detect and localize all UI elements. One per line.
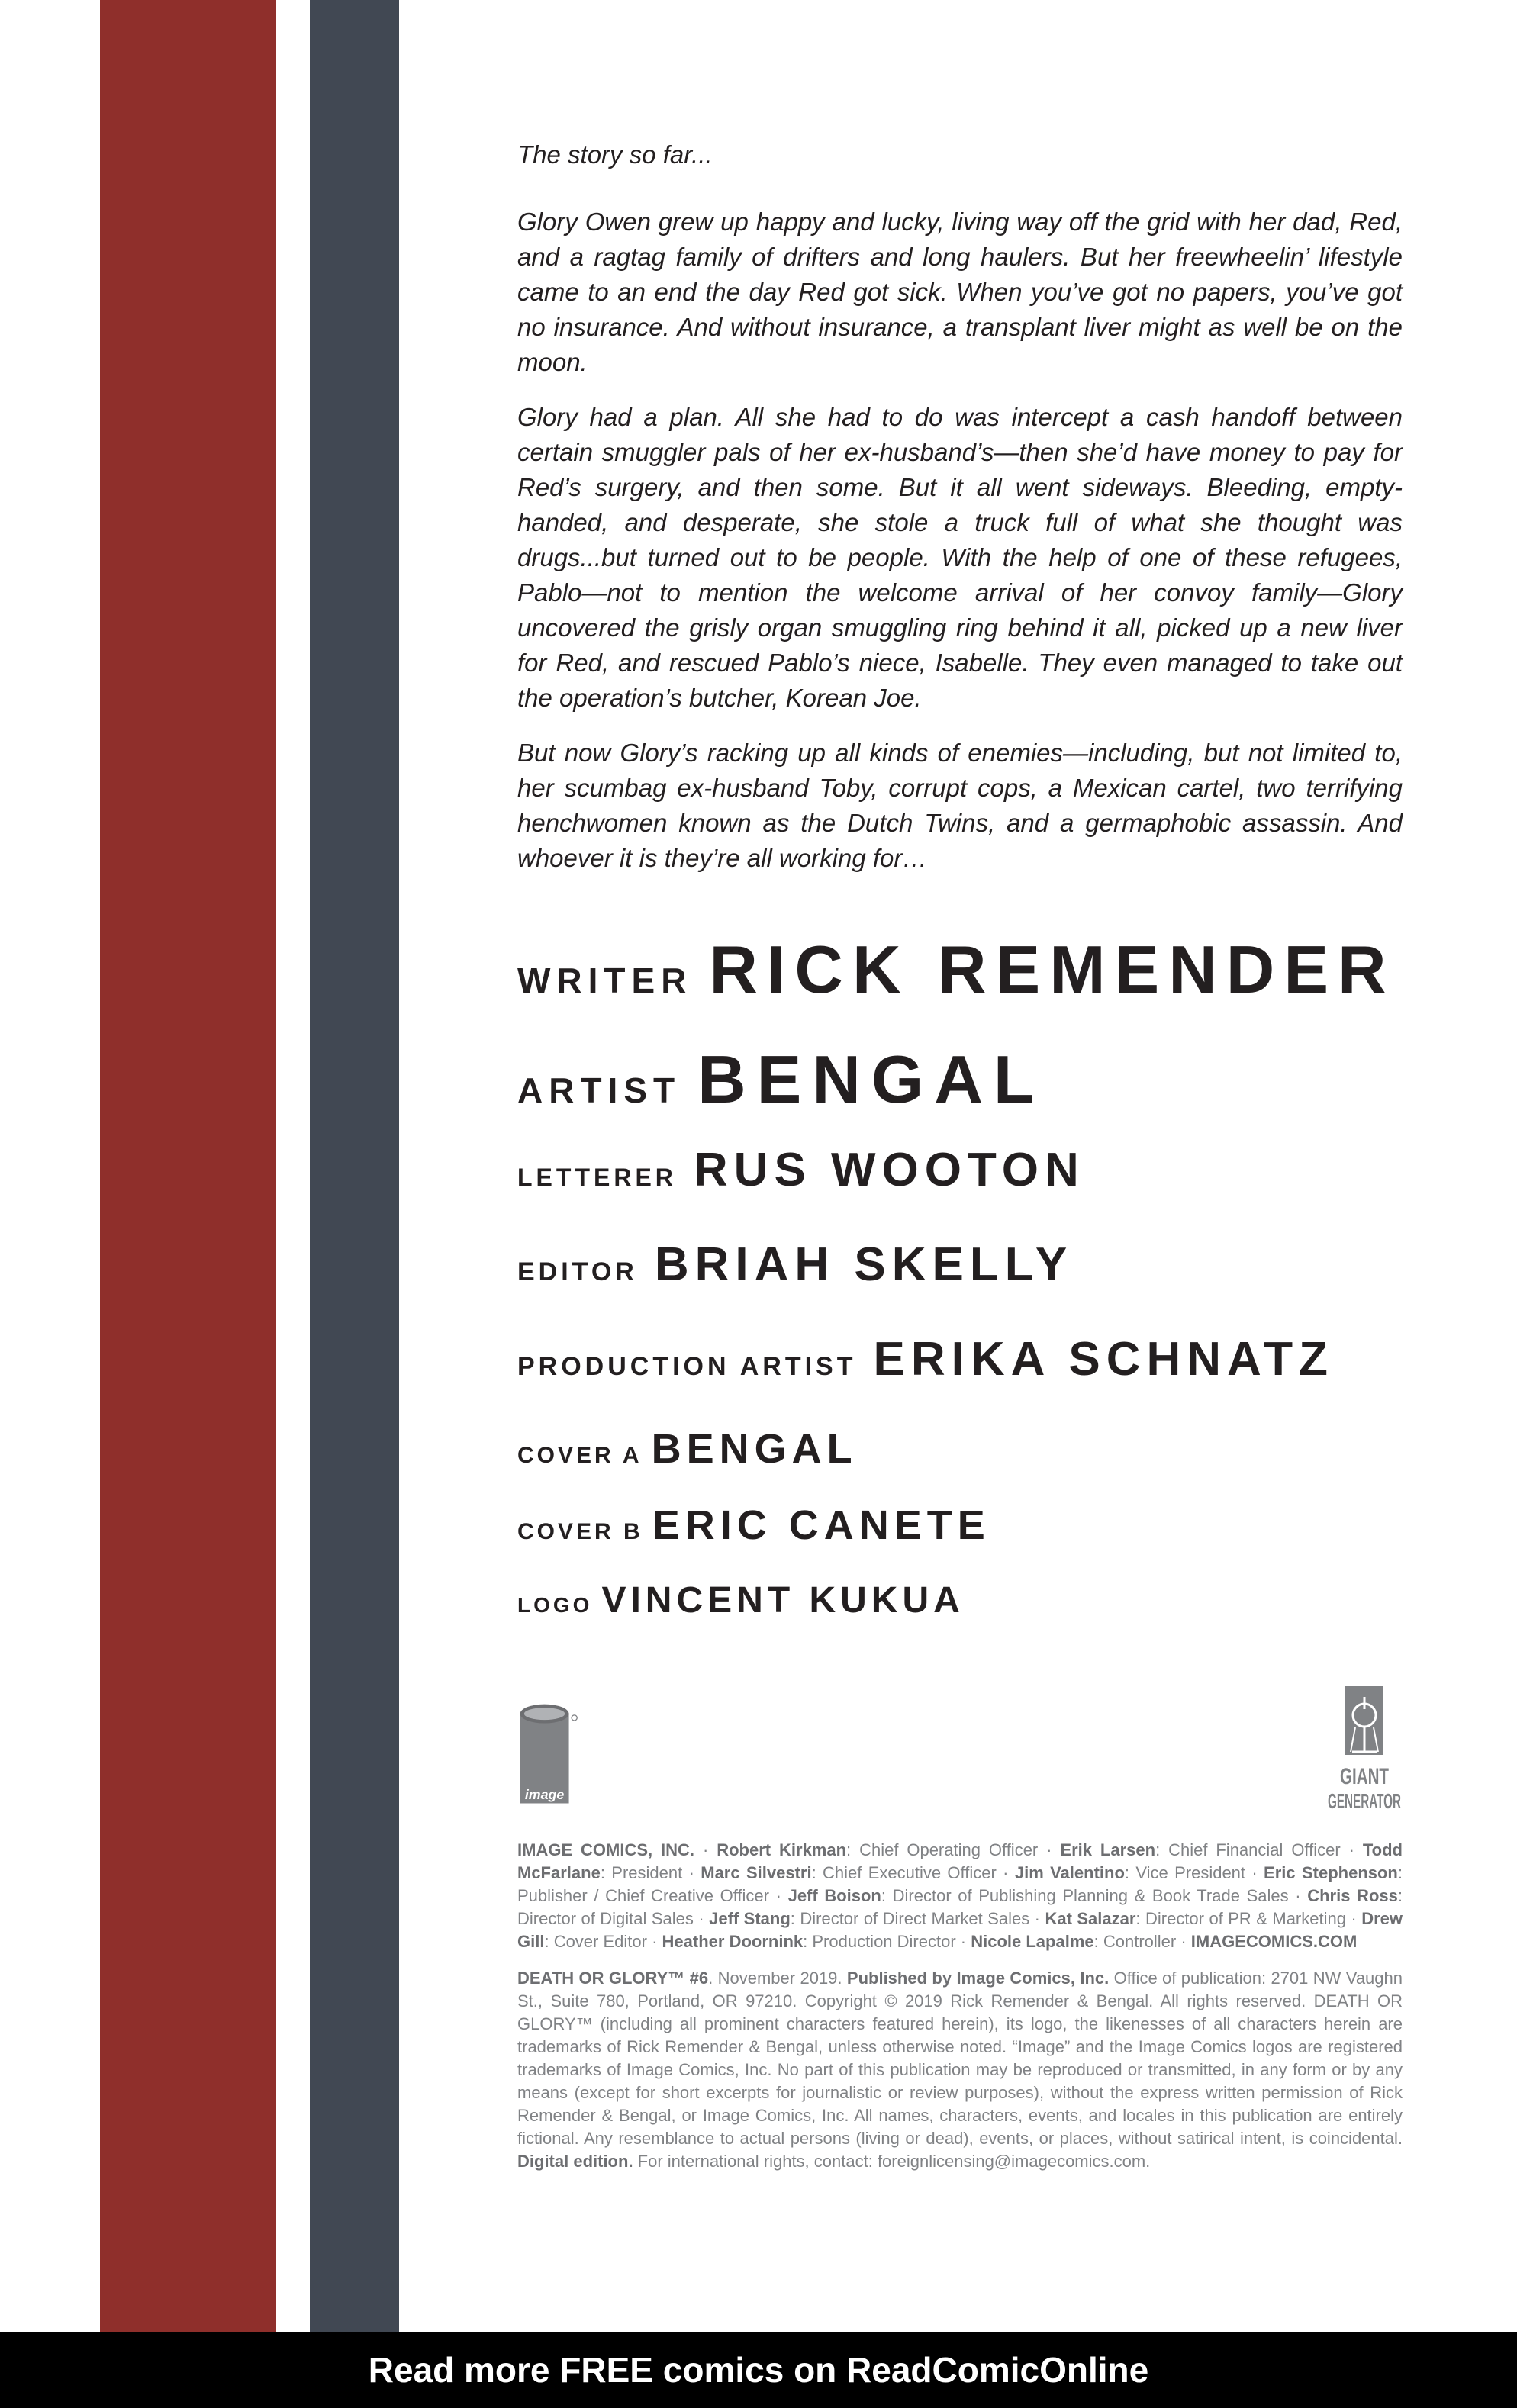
staff-title: Director of Publishing Planning & Book Trade Sales [892, 1886, 1289, 1905]
credit-name: ERIC CANETE [652, 1502, 990, 1548]
story-paragraph: Glory Owen grew up happy and lucky, living way off the grid with her dad, Red, and a ragtag family of drifters and long haulers. But her freewheelin’ lifestyle came to an end the day Red got sick. When you’ve got no papers, you’ve got no insurance. And without insurance, a transplant liver might as well be on the moon. [517, 208, 1403, 376]
staff-title: Chief Executive Officer [823, 1863, 997, 1882]
story-recap [517, 137, 1403, 876]
staff-name: Eric Stephenson [1264, 1863, 1398, 1882]
credit-role: LOGO [517, 1593, 593, 1617]
giant-logo-line1: GIANT [1340, 1764, 1389, 1789]
credit-artist [517, 1041, 1403, 1143]
staff-name: Jim Valentino [1014, 1863, 1125, 1882]
staff-title: Publisher / Chief Creative Officer [517, 1886, 769, 1905]
legal-title: DEATH OR GLORY™ #6 [517, 1969, 709, 1988]
slate-stripe [310, 0, 399, 2332]
staff-name: Jeff Stang [709, 1909, 791, 1928]
credit-role: COVER B [517, 1519, 643, 1544]
staff-title: Director of Digital Sales [517, 1909, 694, 1928]
staff-name: Kat Salazar [1045, 1909, 1136, 1928]
credit-name: BENGAL [697, 1041, 1045, 1117]
staff-name: Jeff Boison [787, 1886, 881, 1905]
legal-digital: Digital edition. [517, 2152, 633, 2171]
staff-title: Director of Direct Market Sales [800, 1909, 1030, 1928]
giant-logo-line2: GENERATOR [1328, 1789, 1401, 1813]
credit-production-artist [517, 1332, 1403, 1425]
staff-name: IMAGECOMICS.COM [1190, 1932, 1358, 1951]
credit-name: ERIKA SCHNATZ [873, 1333, 1334, 1386]
staff-list: IMAGE COMICS, INC. · Robert Kirkman: Chief Operating Officer · Erik Larsen: Chief Financial Officer · Todd McFarlane: President · Marc Silvestri: Chief Executive Officer · Jim Valentino: Vice President · Eric Stephenson: Publisher / Chief Creative Officer · Jeff Boison: Director of Publishing Planning & Book Trade Sales · Chris Ross: Director of Digital Sales · Jeff Stang: Director of Direct Market Sales · Kat Salazar: Director of PR & Marketing · Drew Gill: Cover Editor · Heather Doornink: Production Director · Nicole Lapalme: Controller · IMAGECOMICS.COM [517, 1840, 1403, 1951]
staff-title: Director of PR & Marketing [1145, 1909, 1346, 1928]
staff-title: President [611, 1863, 683, 1882]
credit-logo [517, 1579, 1403, 1656]
page-content [517, 137, 1403, 2187]
credit-role: EDITOR [517, 1257, 638, 1286]
legal-publisher: Published by Image Comics, Inc. [846, 1969, 1110, 1988]
image-comics-logo [517, 1686, 578, 1816]
credit-name: RICK REMENDER [709, 932, 1396, 1007]
legal-body: Office of publication: 2701 NW Vaughn St., Suite 780, Portland, OR 97210. Copyright © 2019 Rick Remender & Bengal. All rights reserved. DEATH OR GLORY™ (including all prominent characters featured herein), its logo, the likenesses of all characters herein are trademarks of Rick Remender & Bengal, unless otherwise noted. “Image” and the Image Comics logos are registered trademarks of Image Comics, Inc. No part of this publication may be reproduced or transmitted, in any form or by any means (except for short excerpts for journalistic or review purposes), without the express written permission of Rick Remender & Bengal, or Image Comics, Inc. All names, characters, events, and locales in this publication are entirely fictional. Any resemblance to actual persons (living or dead), events, or places, without satirical intent, is coincidental. [517, 1969, 1403, 2148]
credit-name: RUS WOOTON [693, 1144, 1085, 1196]
credit-writer [517, 931, 1403, 1041]
red-stripe [100, 0, 276, 2332]
staff-name: Todd McFarlane [517, 1840, 1403, 1882]
staff-title: Controller [1103, 1932, 1177, 1951]
staff-title: Cover Editor [553, 1932, 647, 1951]
staff-name: Erik Larsen [1060, 1840, 1156, 1859]
story-paragraph: Glory had a plan. All she had to do was intercept a cash handoff between certain smuggler pals of her ex-husband’s—then she’d have money to pay for Red’s surgery, and then some. But it all went sideways. Bleeding, empty-handed, and desperate, she stole a truck full of what she thought was drugs...but turned out to be people. With the help of one of these refugees, Pablo—not to mention the welcome arrival of her convoy family—Glory uncovered the grisly organ smuggling ring behind it all, picked up a new liver for Red, and rescued Pablo’s niece, Isabelle. They even managed to take out the operation’s butcher, Korean Joe. [517, 403, 1403, 712]
legal-notice [517, 1967, 1403, 2173]
credit-name: BENGAL [651, 1426, 858, 1472]
credit-role: LETTERER [517, 1164, 677, 1191]
credit-editor [517, 1238, 1403, 1332]
staff-name: Drew Gill [517, 1909, 1403, 1951]
staff-title: Chief Financial Officer [1168, 1840, 1341, 1859]
credit-name: VINCENT KUKUA [601, 1580, 965, 1621]
promo-banner[interactable] [0, 2332, 1517, 2408]
image-logo-text: image [524, 1787, 565, 1803]
staff-name: Chris Ross [1307, 1886, 1398, 1905]
credit-role: COVER A [517, 1443, 643, 1468]
credit-cover-b [517, 1502, 1403, 1579]
giant-generator-logo [1326, 1686, 1403, 1824]
staff-title: Chief Operating Officer [859, 1840, 1039, 1859]
credit-cover-a [517, 1425, 1403, 1502]
credit-role: WRITER [517, 961, 693, 1000]
credit-role: PRODUCTION ARTIST [517, 1352, 857, 1381]
credit-role: ARTIST [517, 1070, 681, 1110]
story-intro: The story so far... [517, 140, 713, 169]
credit-letterer [517, 1143, 1403, 1238]
staff-name: Nicole Lapalme [971, 1932, 1094, 1951]
legal-date: . November 2019. [708, 1969, 842, 1988]
staff-name: IMAGE COMICS, INC. [517, 1840, 695, 1859]
credit-name: BRIAH SKELLY [654, 1238, 1074, 1291]
story-paragraph: But now Glory’s racking up all kinds of enemies—including, but not limited to, her scumbag ex-husband Toby, corrupt cops, a Mexican cartel, two terrifying henchwomen known as the Dutch Twins, and a germaphobic assassin. And whoever it is they’re all working for… [517, 739, 1403, 872]
promo-banner-text[interactable]: Read more FREE comics on ReadComicOnline [368, 2350, 1149, 2390]
staff-title: Production Director [812, 1932, 956, 1951]
credits-list [517, 931, 1403, 1656]
staff-name: Heather Doornink [662, 1932, 804, 1951]
publisher-logos [517, 1686, 1403, 1839]
legal-contact: For international rights, contact: foreignlicensing@imagecomics.com. [633, 2152, 1151, 2171]
staff-title: Vice President [1135, 1863, 1246, 1882]
staff-name: Marc Silvestri [701, 1863, 812, 1882]
staff-name: Robert Kirkman [717, 1840, 847, 1859]
